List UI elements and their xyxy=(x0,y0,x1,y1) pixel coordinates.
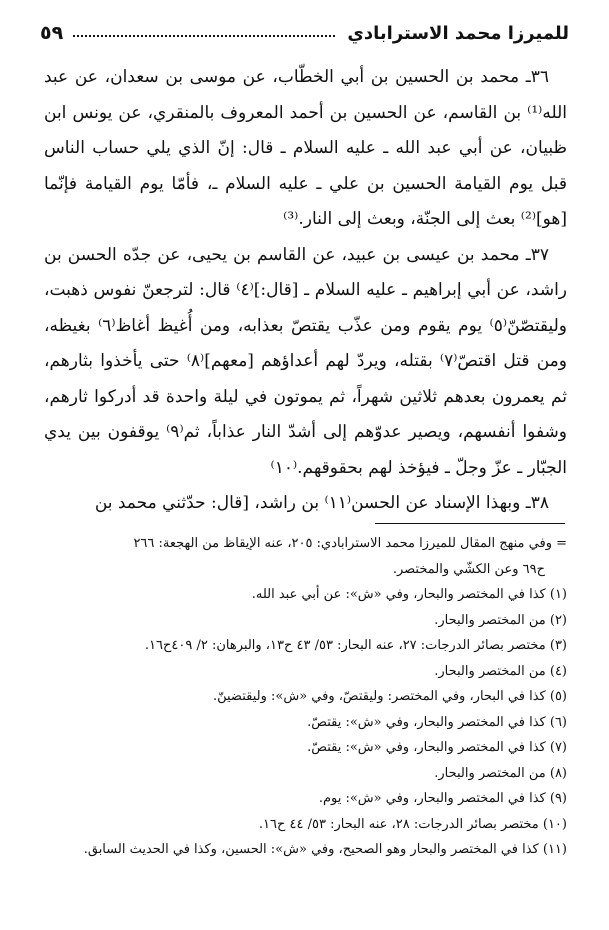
footnote-separator xyxy=(375,523,565,524)
footnote-8: (٨) من المختصر والبحار. xyxy=(434,765,567,781)
main-text xyxy=(44,60,567,522)
footnote-1: (١) كذا في المختصر والبحار، وفي «ش»: عن أبي عبد الله. xyxy=(251,587,567,602)
page-header xyxy=(40,14,569,44)
footnote-9: (٩) كذا في المختصر والبحار، وفي «ش»: يوم. xyxy=(318,791,567,806)
hadith-37: ٣٧ـ محمد بن عيسى بن عبيد، عن القاسم بن يحيى، عن جدّه الحسن بن راشد، عن أبي إبراهيم ـ عليه السلام ـ [قال:]⁽٤⁾ قال: لترجعنّ نفوس ذهبت، وليقتصّنّ⁽٥⁾ يوم يقوم ومن عذّب يقتصّ بعذابه، ومن أُغيظ أغاظ⁽٦⁾ بغيظه، ومن قتل اقتصّ⁽٧⁾ بقتله، ويردّ لهم أعداؤهم [معهم]⁽٨⁾ حتى يأخذوا بثارهم، ثم يعمرون بعدهم ثلاثين شهراً، ثم يموتون في ليلة واحدة قد أدركوا ثارهم، وشفوا أنفسهم، ويصير عدوّهم إلى أشدّ النار عذاباً، ثم⁽٩⁾ يوقفون بين يدي الجبّار ـ عزّ وجلّ ـ فيؤخذ لهم بحقوقهم.⁽١٠⁾ xyxy=(44,244,568,478)
header-dotted-leader xyxy=(73,35,335,37)
footnote-continuation-line: ح٦٩ وعن الكشّي والمختصر. xyxy=(392,561,545,577)
footnote-3: (٣) مختصر بصائر الدرجات: ٢٧، عنه البحار: ٥٣/ ٤٣ ح١٣، والبرهان: ٢/ ٤٠٩ح١٦. xyxy=(144,638,567,653)
footnote-11: (١١) كذا في المختصر والبحار وهو الصحيح، وفي «ش»: الحسين، وكذا في الحديث السابق. xyxy=(83,842,567,857)
footnote-5: (٥) كذا في البحار، وفي المختصر: وليقتصّ، وفي «ش»: وليقتضينّ. xyxy=(212,689,567,704)
footnote-continuation: = وفي منهج المقال للميرزا محمد الاسترابادي: ٢٠٥، عنه الإيقاظ من الهجعة: ٢٦٦ xyxy=(133,536,567,551)
footnote-4: (٤) من المختصر والبحار. xyxy=(434,663,567,679)
hadith-38: ٣٨ـ وبهذا الإسناد عن الحسن⁽١١⁾ بن راشد، [قال: حدّثني محمد بن xyxy=(94,493,549,513)
footnotes xyxy=(42,531,567,863)
footnote-2: (٢) من المختصر والبحار. xyxy=(434,612,567,628)
hadith-36: ٣٦ـ محمد بن الحسين بن أبي الخطّاب، عن موسى بن سعدان، عن عبد الله⁽¹⁾ بن القاسم، عن الحسين بن أحمد المعروف بالمنقري، عن يونس ابن ظبيان، عن أبي عبد الله ـ عليه السلام ـ قال: إنّ الذي يلي حساب الناس قبل يوم القيامة الحسين بن علي ـ عليه السلام ـ، فأمّا يوم القيامة فإنّما [هو]⁽²⁾ بعث إلى الجنّة، وبعث إلى النار.⁽³⁾ xyxy=(44,67,567,229)
footnote-6: (٦) كذا في المختصر والبحار، وفي «ش»: يقتصّ. xyxy=(307,714,567,730)
running-title: للميرزا محمد الاسترابادي xyxy=(347,23,569,44)
footnote-7: (٧) كذا في المختصر والبحار، وفي «ش»: يقتصّ. xyxy=(307,740,567,755)
footnote-10: (١٠) مختصر بصائر الدرجات: ٢٨، عنه البحار: ٥٣/ ٤٤ ح١٦. xyxy=(258,816,567,832)
page-number: ٥٩ xyxy=(40,22,64,44)
